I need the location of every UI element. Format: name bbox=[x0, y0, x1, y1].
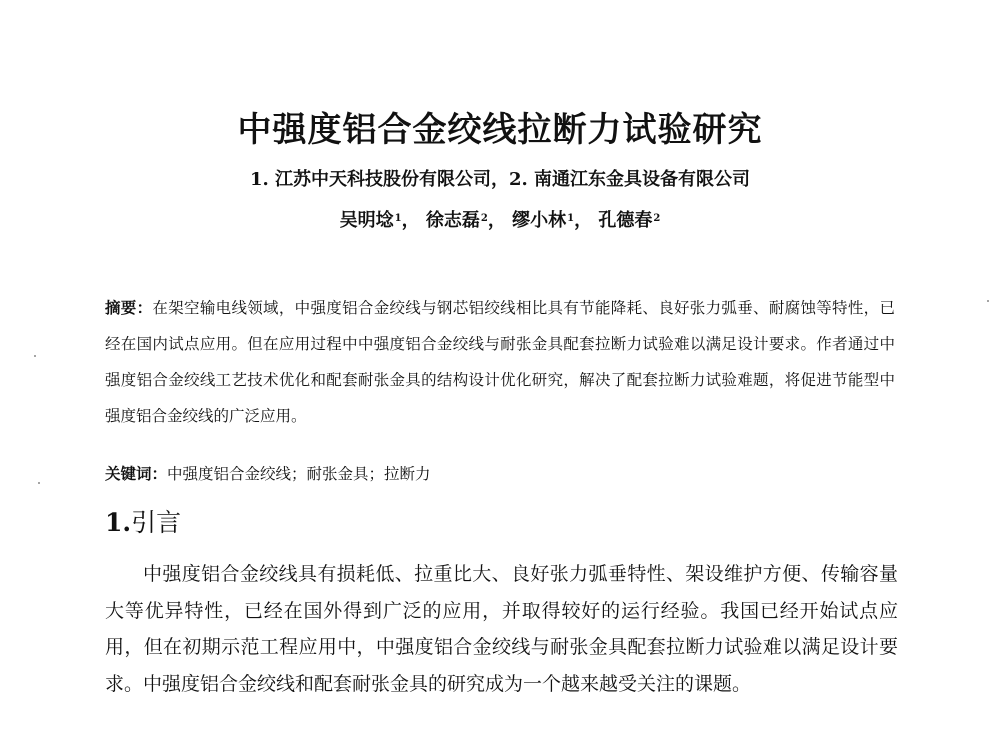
abstract bbox=[105, 290, 895, 434]
scan-speck bbox=[34, 355, 36, 357]
scan-speck bbox=[38, 482, 40, 484]
keywords-text: 中强度铝合金绞线；耐张金具；拉断力 bbox=[167, 465, 431, 483]
author-affil-mark: 2 bbox=[653, 213, 661, 224]
affiliations: 1. 江苏中天科技股份有限公司，2. 南通江东金具设备有限公司 bbox=[249, 169, 751, 190]
keywords bbox=[105, 460, 895, 488]
scan-speck bbox=[987, 300, 989, 302]
author-separator: ， bbox=[574, 210, 593, 231]
abstract-text: 在架空输电线领域，中强度铝合金绞线与钢芯铝绞线相比具有节能降耗、良好张力弧垂、耐腐蚀等特性，已经在国内试点应用。但在应用过程中中强度铝合金绞线与耐张金具配套拉断力试验难以满足设计要求。作者通过中强度铝合金绞线工艺技术优化和配套耐张金具的结构设计优化研究，解决了配套拉断力试验难题，将促进节能型中强度铝合金绞线的广泛应用。 bbox=[105, 299, 895, 425]
section-number: 1. bbox=[105, 508, 132, 537]
section-heading bbox=[105, 506, 181, 540]
author-affil-mark: 1 bbox=[394, 213, 402, 224]
author-affil-mark: 2 bbox=[480, 213, 488, 224]
paper-title: 中强度铝合金绞线拉断力试验研究 bbox=[237, 110, 763, 150]
author-name: 徐志磊 bbox=[425, 210, 480, 231]
author-name: 孔德春 bbox=[598, 210, 653, 231]
keywords-label: 关键词： bbox=[105, 464, 168, 483]
author-name: 缪小林 bbox=[512, 210, 567, 231]
author-name: 吴明埝 bbox=[339, 210, 394, 231]
author-affil-mark: 1 bbox=[567, 213, 575, 224]
author-separator: ， bbox=[487, 210, 506, 231]
author-list bbox=[0, 208, 1000, 234]
section-title: 引言 bbox=[131, 508, 182, 537]
author-separator: ， bbox=[401, 210, 420, 231]
abstract-label: 摘要： bbox=[105, 298, 153, 317]
body-paragraph: 中强度铝合金绞线具有损耗低、拉重比大、良好张力弧垂特性、架设维护方便、传输容量大等优异特性，已经在国外得到广泛的应用，并取得较好的运行经验。我国已经开始试点应用，但在初期示范工程应用中，中强度铝合金绞线与耐张金具配套拉断力试验难以满足设计要求。中强度铝合金绞线和配套耐张金具的研究成为一个越来越受关注的课题。 bbox=[105, 563, 898, 695]
